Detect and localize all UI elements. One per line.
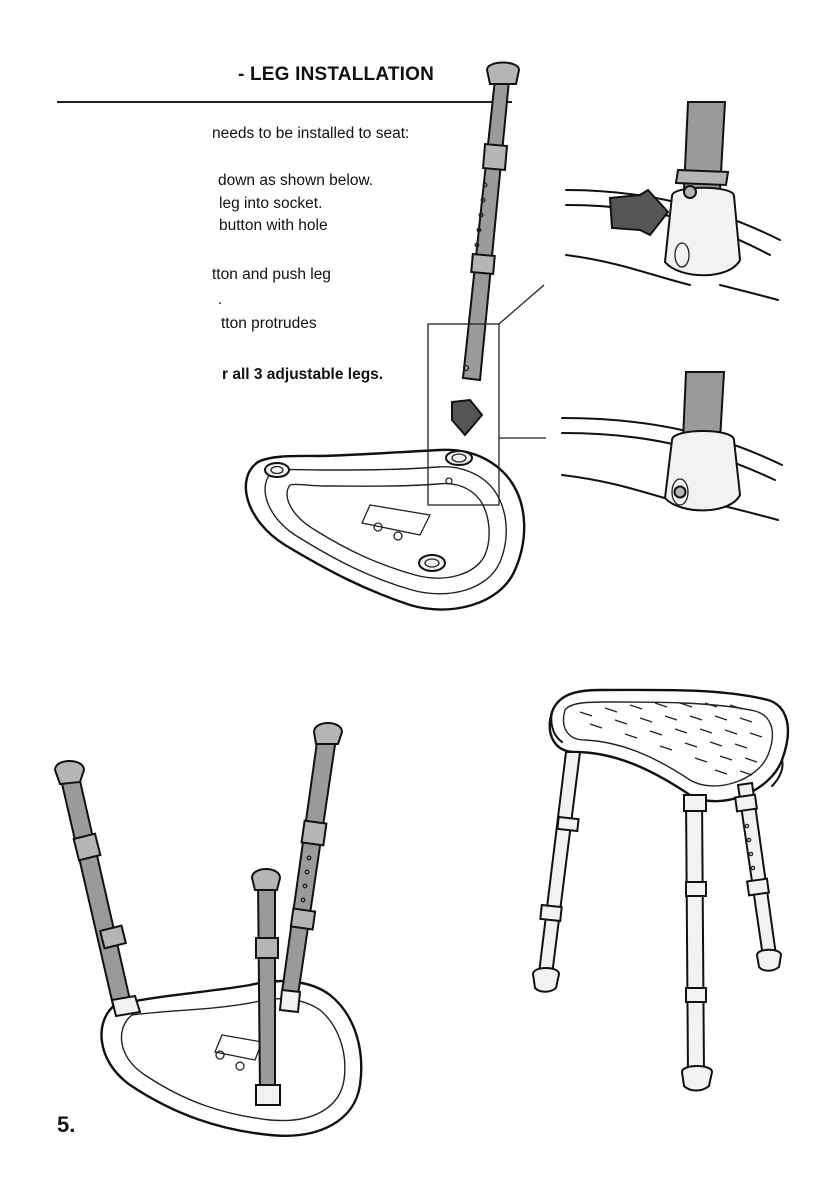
- instruction-line-2: down as shown below.: [218, 172, 374, 189]
- detail-button-locked-illustration: [562, 372, 782, 520]
- instruction-line-7: tton protrudes: [221, 315, 317, 332]
- detail-button-press-illustration: [566, 102, 780, 300]
- instruction-line-6: .: [218, 291, 223, 308]
- instruction-line-5: tton and push leg: [212, 266, 331, 283]
- instruction-line-8: r all 3 adjustable legs.: [222, 366, 384, 383]
- instruction-line-4: button with hole: [219, 217, 328, 234]
- seat-leg-insertion-illustration: [246, 63, 546, 610]
- inverted-seat-three-legs-illustration: [55, 723, 361, 1136]
- section-title: - LEG INSTALLATION: [238, 64, 435, 85]
- instruction-line-3: leg into socket.: [219, 195, 323, 212]
- page-number: 5.: [57, 1112, 76, 1137]
- instruction-line-1: needs to be installed to seat:: [212, 125, 410, 142]
- assembled-stool-illustration: [533, 690, 788, 1091]
